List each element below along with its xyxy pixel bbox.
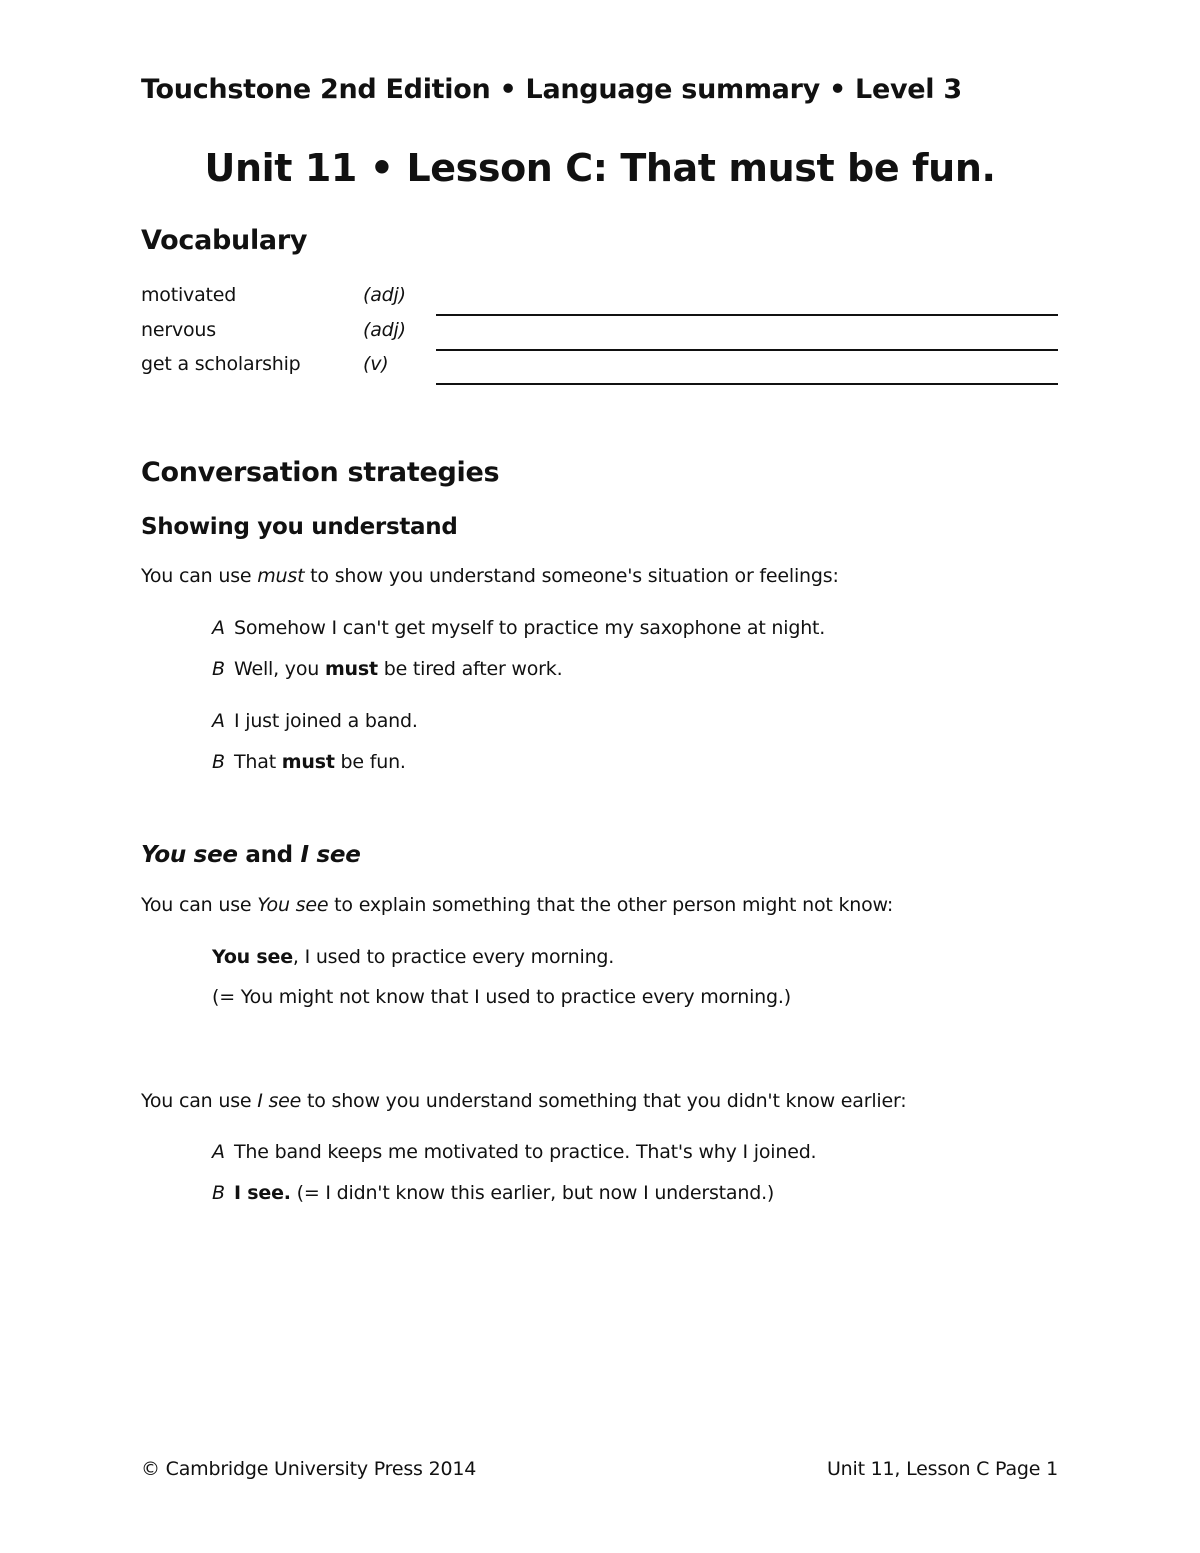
copyright-footer: © Cambridge University Press 2014	[141, 1458, 477, 1480]
document-header-title: Touchstone 2nd Edition • Language summary • Level 3	[141, 74, 962, 105]
vocab-word-nervous: nervous	[141, 319, 216, 341]
lesson-title: Unit 11 • Lesson C: That must be fun.	[204, 146, 996, 190]
vocab-pos: (adj)	[363, 284, 406, 306]
you-see-example: You see, I used to practice every morning.	[212, 946, 615, 968]
you-see-explanation: You can use You see to explain something that the other person might not know:	[141, 894, 894, 916]
dialogue-line: A The band keeps me motivated to practice. That's why I joined.	[212, 1141, 817, 1163]
dialogue-line: B That must be fun.	[212, 751, 406, 773]
dialogue-line: A Somehow I can't get myself to practice my saxophone at night.	[212, 617, 826, 639]
vocab-word-motivated: motivated	[141, 284, 237, 306]
speaker-label: B	[212, 1182, 225, 1204]
you-see-example-note: (= You might not know that I used to practice every morning.)	[212, 986, 791, 1008]
vocab-answer-line	[436, 314, 1058, 316]
speaker-label: A	[212, 710, 225, 732]
vocab-word-get-a-scholarship: get a scholarship	[141, 353, 301, 375]
dialogue-line: B I see. (= I didn't know this earlier, but now I understand.)	[212, 1182, 775, 1204]
dialogue-line: B Well, you must be tired after work.	[212, 658, 563, 680]
vocabulary-heading: Vocabulary	[141, 225, 308, 256]
vocab-answer-line	[436, 349, 1058, 351]
speaker-label: B	[212, 658, 225, 680]
vocab-answer-line	[436, 383, 1058, 385]
speaker-label: B	[212, 751, 225, 773]
speaker-label: A	[212, 1141, 225, 1163]
speaker-label: A	[212, 617, 225, 639]
vocab-pos: (adj)	[363, 319, 406, 341]
i-see-explanation: You can use I see to show you understand something that you didn't know earlier:	[141, 1090, 907, 1112]
showing-you-understand-heading: Showing you understand	[141, 514, 458, 540]
page-number-footer: Unit 11, Lesson C Page 1	[826, 1458, 1058, 1480]
must-explanation: You can use must to show you understand someone's situation or feelings:	[141, 565, 839, 587]
conversation-strategies-heading: Conversation strategies	[141, 457, 500, 488]
dialogue-line: A I just joined a band.	[212, 710, 418, 732]
you-see-and-i-see-heading: You see and I see	[141, 842, 361, 868]
vocab-pos: (v)	[363, 353, 389, 375]
